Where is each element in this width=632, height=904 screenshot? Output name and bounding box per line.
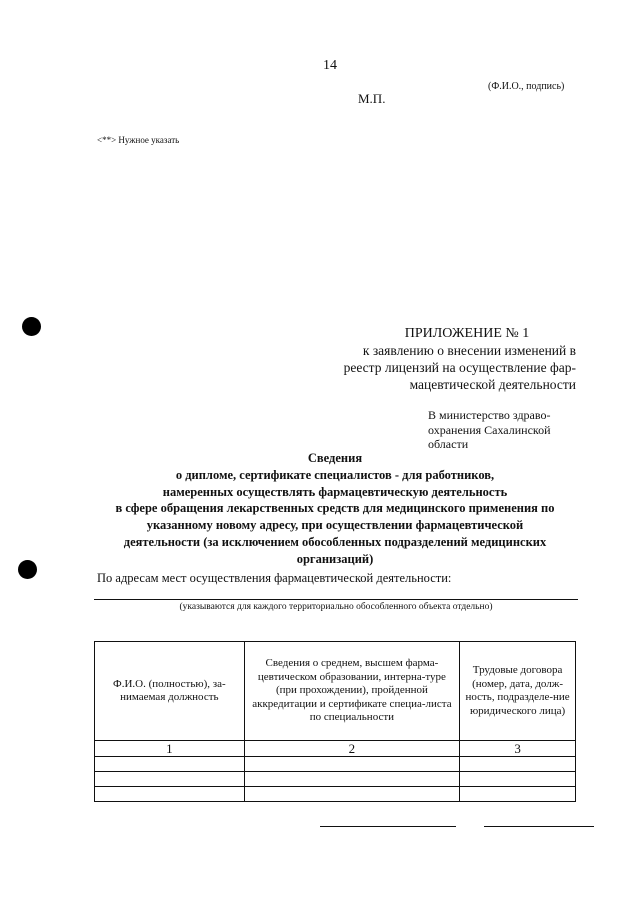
signature-line-right bbox=[484, 826, 594, 827]
table-cell[interactable] bbox=[460, 772, 576, 787]
appendix-block bbox=[318, 325, 576, 393]
heading-line: намеренных осуществлять фармацевтическую деятельность bbox=[162, 484, 508, 499]
table-cell[interactable] bbox=[460, 757, 576, 772]
column-header-contracts: Трудовые договора (номер, дата, долж-ность, подразделе-ние юридического лица) bbox=[460, 642, 576, 741]
heading-title: Сведения bbox=[307, 451, 363, 465]
column-number: 1 bbox=[95, 741, 245, 757]
heading-line: о дипломе, сертификате специалистов - для работников, bbox=[175, 467, 495, 482]
addressee-line: В министерство здраво- bbox=[428, 408, 551, 422]
table-cell[interactable] bbox=[95, 757, 245, 772]
fio-signature-caption: (Ф.И.О., подпись) bbox=[488, 81, 565, 92]
heading-line: указанному новому адресу, при осуществлении фармацевтической bbox=[146, 518, 524, 533]
table-cell[interactable] bbox=[244, 787, 459, 802]
appendix-title: ПРИЛОЖЕНИЕ № 1 bbox=[404, 326, 530, 341]
appendix-line: реестр лицензий на осуществление фар- bbox=[343, 360, 576, 375]
heading-line: деятельности (за исключением обособленных подразделений медицинских bbox=[123, 534, 547, 549]
appendix-line: мацевтической деятельности bbox=[409, 377, 576, 392]
document-heading bbox=[90, 450, 580, 568]
appendix-line: к заявлению о внесении изменений в bbox=[362, 343, 576, 358]
table-row bbox=[95, 787, 576, 802]
addressee-line: охранения Сахалинской bbox=[428, 422, 551, 437]
column-number: 2 bbox=[244, 741, 459, 757]
page-number: 14 bbox=[323, 58, 337, 73]
table-cell[interactable] bbox=[244, 757, 459, 772]
table-cell[interactable] bbox=[244, 772, 459, 787]
column-number: 3 bbox=[460, 741, 576, 757]
column-header-education: Сведения о среднем, высшем фарма-цевтическом образовании, интерна-туре (при прохождении), пройденной аккредитации и сертификате специа-листа по специальности bbox=[244, 642, 459, 741]
stamp-place-label: М.П. bbox=[358, 91, 386, 106]
footnote: <**> Нужное указать bbox=[97, 135, 180, 145]
table-header-row bbox=[95, 642, 576, 741]
addressee-block bbox=[428, 408, 568, 452]
signature-line-left bbox=[320, 826, 456, 827]
addresses-note: (указываются для каждого территориально обособленного объекта отдельно) bbox=[179, 602, 493, 612]
table-cell[interactable] bbox=[460, 787, 576, 802]
table-cell[interactable] bbox=[95, 787, 245, 802]
table-row bbox=[95, 772, 576, 787]
addresses-label: По адресам мест осуществления фармацевтической деятельности: bbox=[97, 571, 452, 585]
addressee-line: области bbox=[428, 437, 469, 451]
table-cell[interactable] bbox=[95, 772, 245, 787]
punch-hole-bottom bbox=[18, 560, 37, 579]
heading-line: в сфере обращения лекарственных средств для медицинского применения по bbox=[115, 501, 555, 516]
address-fill-line bbox=[94, 599, 578, 600]
table-row bbox=[95, 757, 576, 772]
punch-hole-top bbox=[22, 317, 41, 336]
heading-line: организаций) bbox=[296, 551, 374, 566]
table-number-row bbox=[95, 741, 576, 757]
specialists-table bbox=[94, 641, 576, 802]
column-header-fio: Ф.И.О. (полностью), за-нимаемая должность bbox=[95, 642, 245, 741]
